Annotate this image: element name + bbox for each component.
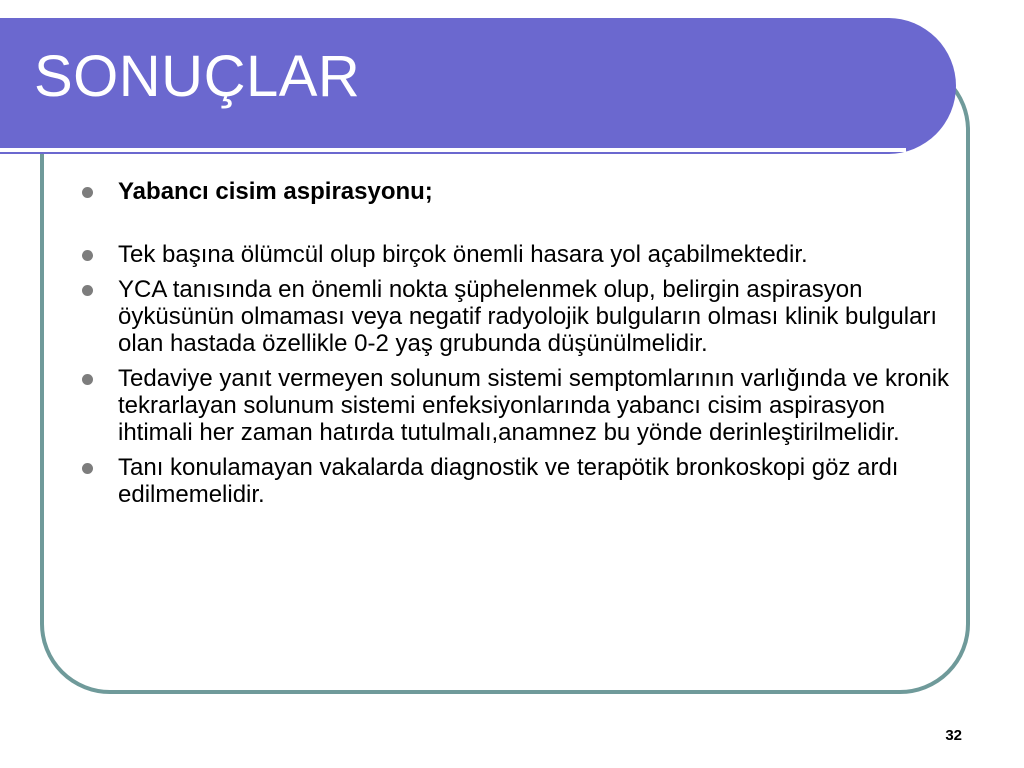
title-underline: [0, 148, 906, 152]
bullet-item: [80, 276, 950, 357]
bullet-item: [80, 365, 950, 446]
bullet-item: [80, 178, 950, 205]
bullet-text: Tedaviye yanıt vermeyen solunum sistemi semptomlarının varlığında ve kronik tekrarlayan solunum sistemi enfeksiyonlarında yabancı cisim aspirasyon ihtimali her zaman hatırda tutulmalı,anamnez bu yönde derinleştirilmelidir.: [118, 365, 950, 446]
bullet-dot-icon: [82, 463, 93, 474]
bullet-item: [80, 454, 950, 508]
bullet-dot-icon: [82, 250, 93, 261]
bullet-text: Yabancı cisim aspirasyonu;: [118, 178, 433, 205]
bullet-text: Tek başına ölümcül olup birçok önemli hasara yol açabilmektedir.: [118, 241, 808, 268]
slide-title: SONUÇLAR: [34, 44, 361, 109]
slide-number: 32: [945, 727, 962, 744]
bullet-text: Tanı konulamayan vakalarda diagnostik ve terapötik bronkoskopi göz ardı edilmemelidir.: [118, 454, 899, 508]
bullet-dot-icon: [82, 187, 93, 198]
bullet-item: [80, 241, 950, 268]
bullet-text: YCA tanısında en önemli nokta şüphelenmek olup, belirgin aspirasyon öyküsünün olmaması veya negatif radyolojik bulguların olması klinik bulguları olan hastada özellikle 0-2 yaş grubunda düşünülmelidir.: [118, 276, 938, 357]
bullet-dot-icon: [82, 285, 93, 296]
bullet-list: [80, 178, 950, 516]
bullet-dot-icon: [82, 374, 93, 385]
